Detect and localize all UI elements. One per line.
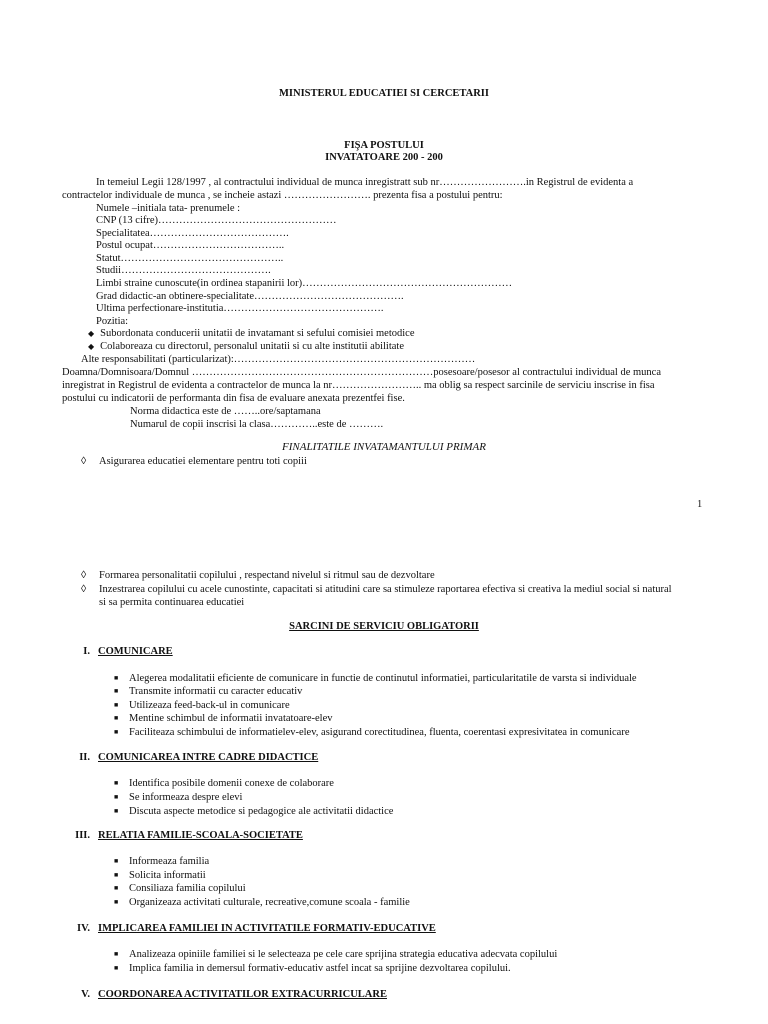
intro-line-2: contractelor individuale de munca , se incheie astazi ……………………. prezenta fisa a postului pentru: (62, 190, 503, 201)
section-title: COMUNICAREA INTRE CADRE DIDACTICE (98, 752, 319, 763)
field-grad: Grad didactic-an obtinere-specialitate……………………………………. (96, 291, 404, 302)
square-bullet-icon: ■ (114, 793, 119, 801)
page-number: 1 (697, 499, 703, 510)
section-title: RELATIA FAMILIE-SCOALA-SOCIETATE (98, 830, 303, 841)
section-number: V. (81, 989, 90, 1000)
field-postul: Postul ocupat……………………………….. (96, 240, 285, 251)
section-number: II. (79, 752, 90, 763)
lozenge-bullet-icon: ◊ (81, 456, 87, 467)
square-bullet-icon: ■ (114, 807, 119, 815)
numarul-copii: Numarul de copii inscrisi la clasa…………..este de ………. (130, 419, 384, 430)
square-bullet-icon: ■ (114, 779, 119, 787)
alte-responsabilitati: Alte responsabilitati (particularizat):…………………………………………………………… (81, 354, 476, 365)
finalitati-title: FINALITATILE INVATAMANTULUI PRIMAR (282, 441, 486, 453)
section-number: IV. (77, 923, 90, 934)
square-bullet-icon: ■ (114, 728, 119, 736)
square-bullet-icon: ■ (114, 714, 119, 722)
square-bullet-icon: ■ (114, 964, 119, 972)
finalitati-item: ◊ Inzestrarea copilului cu acele cunostinte, capacitati si atitudini care sa stimuleze raportarea efectiva si creativa la mediul social si natural (81, 584, 672, 595)
square-bullet-icon: ■ (114, 884, 119, 892)
lozenge-bullet-icon: ◊ (81, 570, 87, 581)
section-title: COMUNICARE (98, 646, 173, 657)
document-subtitle: INVATATOARE 200 - 200 (325, 152, 443, 163)
doamna-line-1: Doamna/Domnisoara/Domnul ……………………………………………………………posesoare/posesor al contractului individual de munca (62, 367, 661, 378)
field-name: Numele –initiala tata- prenumele : (96, 203, 241, 214)
section-number: I. (83, 646, 90, 657)
diamond-bullet-icon: ◆ (88, 329, 95, 338)
square-bullet-icon: ■ (114, 701, 119, 709)
diamond-bullet-icon: ◆ (88, 342, 95, 351)
field-perfectionare: Ultima perfectionare-institutia………………………………………. (96, 303, 384, 314)
square-bullet-icon: ■ (114, 871, 119, 879)
ministry-heading: MINISTERUL EDUCATIEI SI CERCETARII (279, 88, 489, 99)
field-limbi: Limbi straine cunoscute(in ordinea stapanirii lor)…………………………………………………… (96, 278, 513, 289)
field-studii: Studii……………………………………. (96, 265, 271, 276)
field-pozitia: Pozitia: (96, 316, 129, 327)
intro-line-1: In temeiul Legii 128/1997 , al contractului individual de munca inregistratt sub nr…………………….in Registrul de evidenta a (96, 177, 634, 188)
doamna-line-3: postului cu indicatorii de performanta din fisa de evaluare anexata prezentfei fise. (62, 393, 405, 404)
section-title: COORDONAREA ACTIVITATILOR EXTRACURRICULARE (98, 989, 387, 1000)
finalitati-item-continuation: si sa permita continuarea educatiei (99, 597, 245, 608)
section-title: IMPLICAREA FAMILIEI IN ACTIVITATILE FORMATIV-EDUCATIVE (98, 923, 436, 934)
pozitia-item: ◆ Subordonata conducerii unitatii de invatamant si sefului comisiei metodice (88, 328, 415, 339)
pozitia-item: ◆ Colaboreaza cu directorul, personalul unitatii si cu alte institutii abilitate (88, 341, 404, 352)
square-bullet-icon: ■ (114, 950, 119, 958)
field-statut: Statut……………………………………….. (96, 253, 284, 264)
doamna-line-2: inregistrat in Registrul de evidenta a contractelor de munca la nr…………………….. ma oblig sa respect sarcinile de serviciu inscrise in fisa (62, 380, 655, 391)
document-title: FIŞA POSTULUI (344, 140, 424, 151)
lozenge-bullet-icon: ◊ (81, 584, 87, 595)
field-specialitatea: Specialitatea…………………………………. (96, 228, 289, 239)
document-page: MINISTERUL EDUCATIEI SI CERCETARII FIŞA POSTULUI INVATATOARE 200 - 200 In temeiul Legii 128/1997 , al contractului individual de munca inregistratt sub nr…………………….in Registrul de evidenta a contractelor individuale de munca , se incheie astazi ……………………. prezenta fisa a postului pentru: Numele –initiala tata- prenumele : CNP (13 cifre)…………………………………………… Specialitatea…………………………………. Postul ocupat……………………………….. Statut……………………………………….. Studii……………………………………. Limbi straine cunoscute(in ordinea stapanirii lor)…………………………………………………… Grad didactic-an obtinere-specialitate……………………………………. Ultima perfectionare-institutia………………………………………. Pozitia: ◆ Subordonata conducerii unitatii de invatamant si sefului comisiei metodice ◆ Colaboreaza cu directorul, personalul unitatii si cu alte institutii abilitate Alte responsabilitati (particularizat):…………………………………………………………… Doamna/Domnisoara/Domnul ……………………………………………………………posesoare/posesor al contractului individual de munca inregistrat in Registrul de evidenta a contractelor de munca la nr…………………….. ma oblig sa respect sarcinile de serviciu inscrise in fisa postului cu indicatorii de performanta din fisa de evaluare anexata prezentfei fise. Norma didactica este de ……..ore/saptamana Numarul de copii inscrisi la clasa…………..este de ………. FINALITATILE INVATAMANTULUI PRIMAR ◊ Asigurarea educatiei elementare pentru toti copiii 1 ◊ Formarea personalitatii copilului , respectand nivelul si ritmul sau de dezvoltare ◊ Inzestrarea copilului cu acele cunostinte, capacitati si atitudini care sa stimuleze raportarea efectiva si creativa la mediul social si natural si sa permita continuarea educatiei SARCINI DE SERVICIU OBLIGATORII I. COMUNICARE ■ Alegerea modalitatii eficiente de comunicare in functie de continutul informatiei, particularitatile de varsta si individuale ■ Transmite informatii cu caracter educativ ■ Utilizeaza feed-back-ul in comunicare ■ Mentine schimbul de informatii invatatoare-elev ■ Faciliteaza schimbului de informatielev-elev, asigurand corectitudinea, fluenta, coerentasi expresivitatea in comunicare II. COMUNICAREA INTRE CADRE DIDACTICE ■ Identifica posibile domenii conexe de colaborare ■ Se informeaza despre elevi ■ Discuta aspecte metodice si pedagogice ale activitatii didactice III. RELATIA FAMILIE-SCOALA-SOCIETATE ■ Informeaza familia ■ Solicita informatii ■ Consiliaza familia copilului ■ Organizeaza activitati culturale, recreative,comune scoala - familie IV. IMPLICAREA FAMILIEI IN ACTIVITATILE FORMATIV-EDUCATIVE ■ Analizeaza opiniile familiei si le selecteaza pe cele care sprijina strategia educativa adecvata copilului ■ Implica familia in demersul formativ-educativ astfel incat sa sprijine dezvoltarea copilului. V. COORDONAREA ACTIVITATILOR EXTRACURRICULARE (0, 0, 768, 1024)
sarcini-title: SARCINI DE SERVICIU OBLIGATORII (289, 621, 479, 632)
square-bullet-icon: ■ (114, 674, 119, 682)
finalitati-item: ◊ Asigurarea educatiei elementare pentru toti copiii (81, 456, 307, 467)
square-bullet-icon: ■ (114, 857, 119, 865)
square-bullet-icon: ■ (114, 898, 119, 906)
section-number: III. (75, 830, 90, 841)
norma-didactica: Norma didactica este de ……..ore/saptamana (130, 406, 321, 417)
field-cnp: CNP (13 cifre)…………………………………………… (96, 215, 337, 226)
finalitati-item: ◊ Formarea personalitatii copilului , respectand nivelul si ritmul sau de dezvoltare (81, 570, 435, 581)
square-bullet-icon: ■ (114, 687, 119, 695)
